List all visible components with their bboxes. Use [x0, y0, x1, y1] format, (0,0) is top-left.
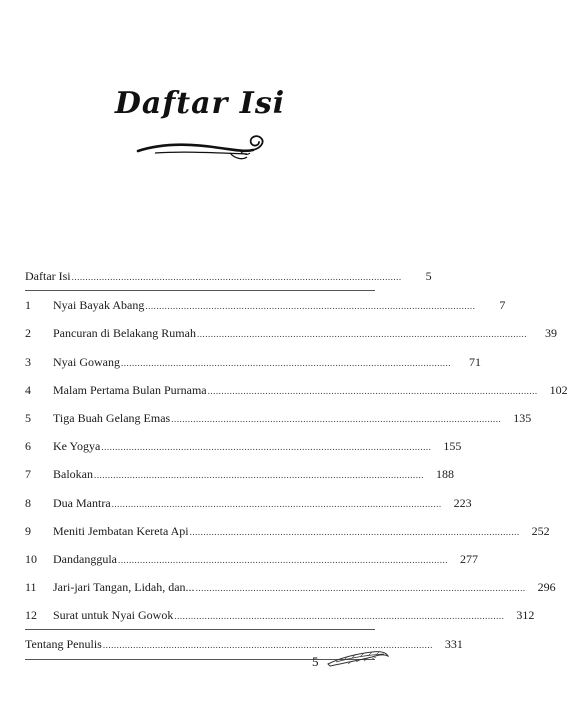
toc-label: Tentang Penulis — [25, 637, 102, 652]
toc-page: 331 — [444, 637, 463, 652]
toc-number: 10 — [25, 551, 37, 566]
toc-number: 8 — [25, 495, 31, 510]
toc-label: Nyai Gowang — [53, 354, 120, 369]
toc-page: 155 — [443, 439, 462, 454]
toc-page: 39 — [544, 326, 557, 341]
toc-row[interactable]: 11 Jari-jari Tangan, Lidah, dan... ........................................................................................................................ 296 — [25, 573, 375, 601]
toc-label: Ke Yogya — [53, 439, 101, 454]
toc-label: Daftar Isi — [25, 269, 71, 283]
toc-row[interactable]: Tentang Penulis ........................................................................................................................ 331 — [25, 630, 375, 659]
toc-page: 7 — [499, 298, 506, 313]
toc-page: 188 — [436, 467, 454, 482]
feather-icon — [326, 640, 390, 670]
toc-label: Balokan — [53, 467, 93, 482]
toc-page: 252 — [531, 523, 550, 538]
toc-number: 12 — [25, 608, 37, 623]
toc-page: 135 — [513, 410, 532, 425]
toc-row[interactable]: 12 Surat untuk Nyai Gowok ........................................................................................................................ 312 — [25, 601, 375, 630]
toc-label: Jari-jari Tangan, Lidah, dan... — [53, 580, 195, 595]
toc-number: 2 — [25, 326, 31, 341]
toc-row[interactable]: 7 Balokan ........................................................................................................................ 188 — [25, 460, 375, 488]
page-title: Daftar Isi — [114, 86, 286, 121]
page-number: 5 — [312, 654, 319, 669]
toc-label: Surat untuk Nyai Gowok — [53, 608, 174, 623]
toc-row[interactable]: 6 Ke Yogya ........................................................................................................................ 155 — [25, 432, 375, 460]
toc-page: 71 — [468, 354, 481, 369]
toc-row[interactable]: 5 Tiga Buah Gelang Emas ........................................................................................................................ 135 — [25, 404, 375, 432]
toc-row[interactable]: 9 Meniti Jembatan Kereta Api ........................................................................................................................ 252 — [25, 517, 375, 545]
toc-page: 312 — [516, 608, 535, 623]
toc-row[interactable]: 10 Dandanggula ........................................................................................................................ 277 — [25, 545, 375, 573]
toc-page: 223 — [453, 495, 472, 510]
toc-row[interactable]: 2 Pancuran di Belakang Rumah ........................................................................................................................ 39 — [25, 319, 375, 347]
toc-number: 3 — [25, 354, 31, 369]
toc-label: Meniti Jembatan Kereta Api — [53, 523, 189, 538]
toc-label: Dua Mantra — [53, 495, 111, 510]
toc-number: 7 — [25, 467, 31, 482]
toc-number: 11 — [25, 580, 37, 595]
toc-number: 9 — [25, 523, 31, 538]
toc-label: Nyai Bayak Abang — [53, 298, 145, 313]
toc-row[interactable]: 8 Dua Mantra ........................................................................................................................ 223 — [25, 489, 375, 517]
toc-row[interactable]: 4 Malam Pertama Bulan Purnama ........................................................................................................................ 102 — [25, 376, 375, 404]
toc-number: 5 — [25, 410, 31, 425]
flourish-ornament — [135, 128, 270, 168]
toc-number: 6 — [25, 439, 31, 454]
toc-label: Tiga Buah Gelang Emas — [53, 410, 171, 425]
toc-number: 1 — [25, 298, 31, 313]
toc-label: Dandanggula — [53, 551, 117, 566]
table-of-contents — [25, 262, 568, 660]
toc-row[interactable]: 3 Nyai Gowang ........................................................................................................................ 71 — [25, 348, 375, 376]
toc-label: Malam Pertama Bulan Purnama — [53, 382, 207, 397]
toc-label: Pancuran di Belakang Rumah — [53, 326, 196, 341]
toc-number: 4 — [25, 382, 31, 397]
toc-page: 296 — [537, 580, 556, 595]
toc-page: 277 — [459, 551, 478, 566]
toc-page: 5 — [425, 269, 432, 283]
toc-page: 102 — [549, 382, 568, 397]
toc-row[interactable]: Daftar Isi ........................................................................................................................ 5 — [25, 262, 375, 291]
toc-row[interactable]: 1 Nyai Bayak Abang ........................................................................................................................ 7 — [25, 291, 375, 319]
